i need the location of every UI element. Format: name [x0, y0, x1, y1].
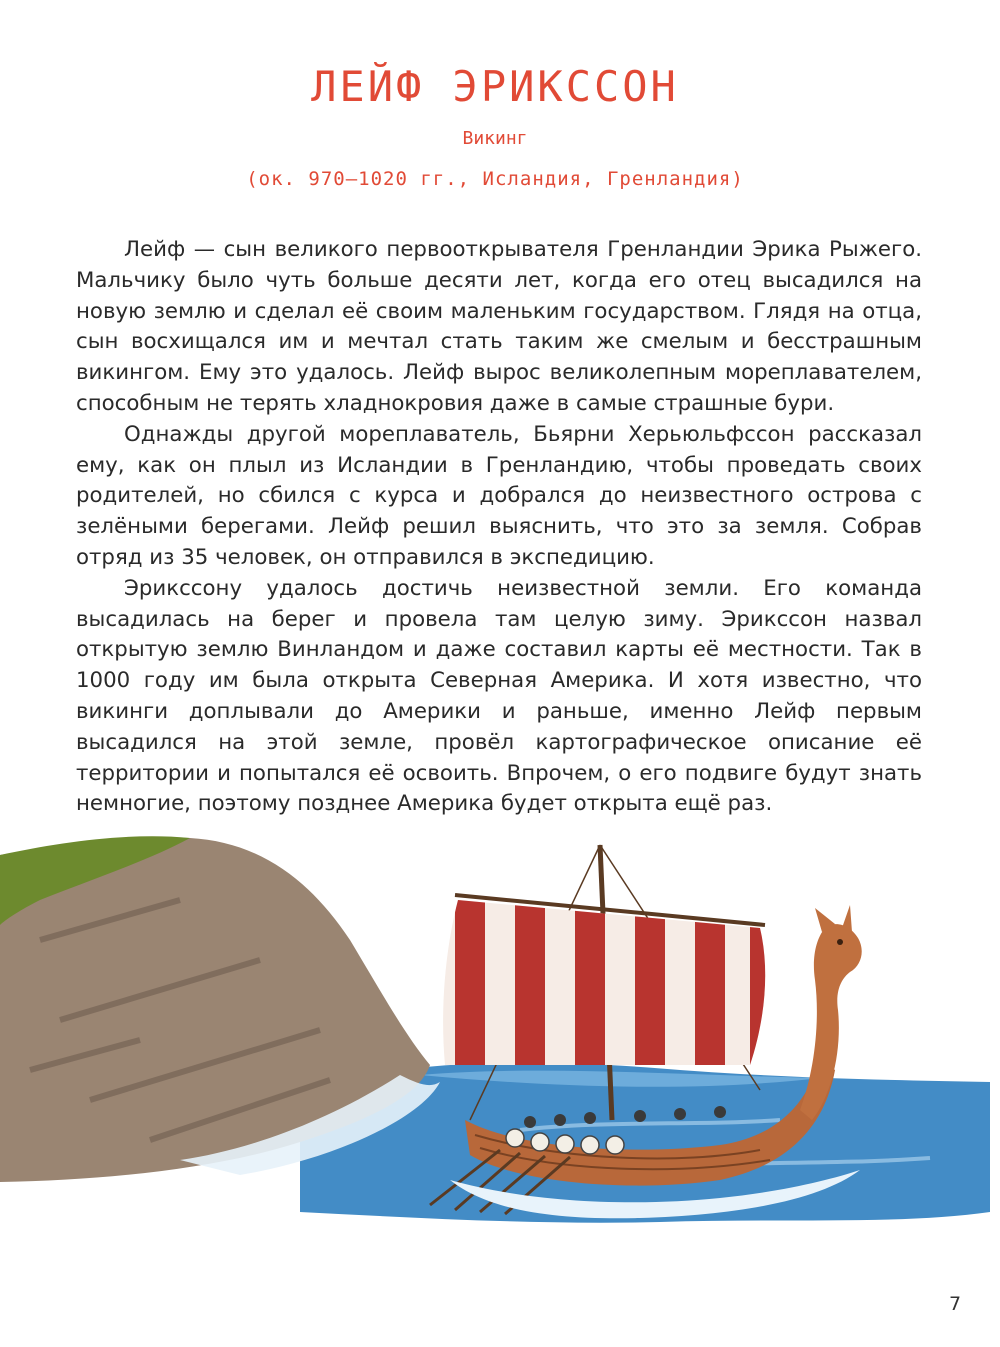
viking-ship-illustration — [0, 820, 1000, 1290]
paragraph-3: Эрикссону удалось достичь неизвестной земли. Его команда высадилась на берег и провела там целую зиму. Эрикссон назвал открытую землю Винландом и даже составил карты её местности. Так в 1000 году им была открыта Северная Америка. И хотя известно, что викинги доплывали до Америки и раньше, именно Лейф первым высадился на этой земле, провёл картографическое описание её территории и попытался её освоить. Впрочем, о его подвиге будут знать немногие, поэтому позднее Америка будет открыта ещё раз. — [76, 575, 922, 817]
life-dates: (ок. 970–1020 гг., Исландия, Гренландия) — [246, 168, 744, 190]
page-subtitle: Викинг — [462, 128, 528, 149]
article-body — [76, 235, 922, 820]
paragraph-1: Лейф — сын великого первооткрывателя Гренландии Эрика Рыжего. Мальчику было чуть больше десяти лет, когда его отец высадился на новую землю и сделал её своим маленьким государством. Глядя на отца, сын восхищался им и мечтал стать таким же смелым и бесстрашным викингом. Ему это удалось. Лейф вырос великолепным мореплавателем, способным не терять хладнокровия даже в самые страшные бури. — [76, 237, 922, 416]
page-number: 7 — [948, 1293, 962, 1315]
page-title: ЛЕЙФ ЭРИКССОН — [311, 62, 679, 111]
paragraph-2: Однажды другой мореплаватель, Бьярни Херьюльфссон рассказал ему, как он плыл из Исландии в Гренландию, чтобы проведать своих родителей, но сбился с курса и добрался до неизвестного острова с зелёными берегами. Лейф решил выяснить, что это за земля. Собрав отряд из 35 человек, он отправился в экспедицию. — [76, 421, 922, 570]
dragon-eye — [837, 939, 843, 945]
